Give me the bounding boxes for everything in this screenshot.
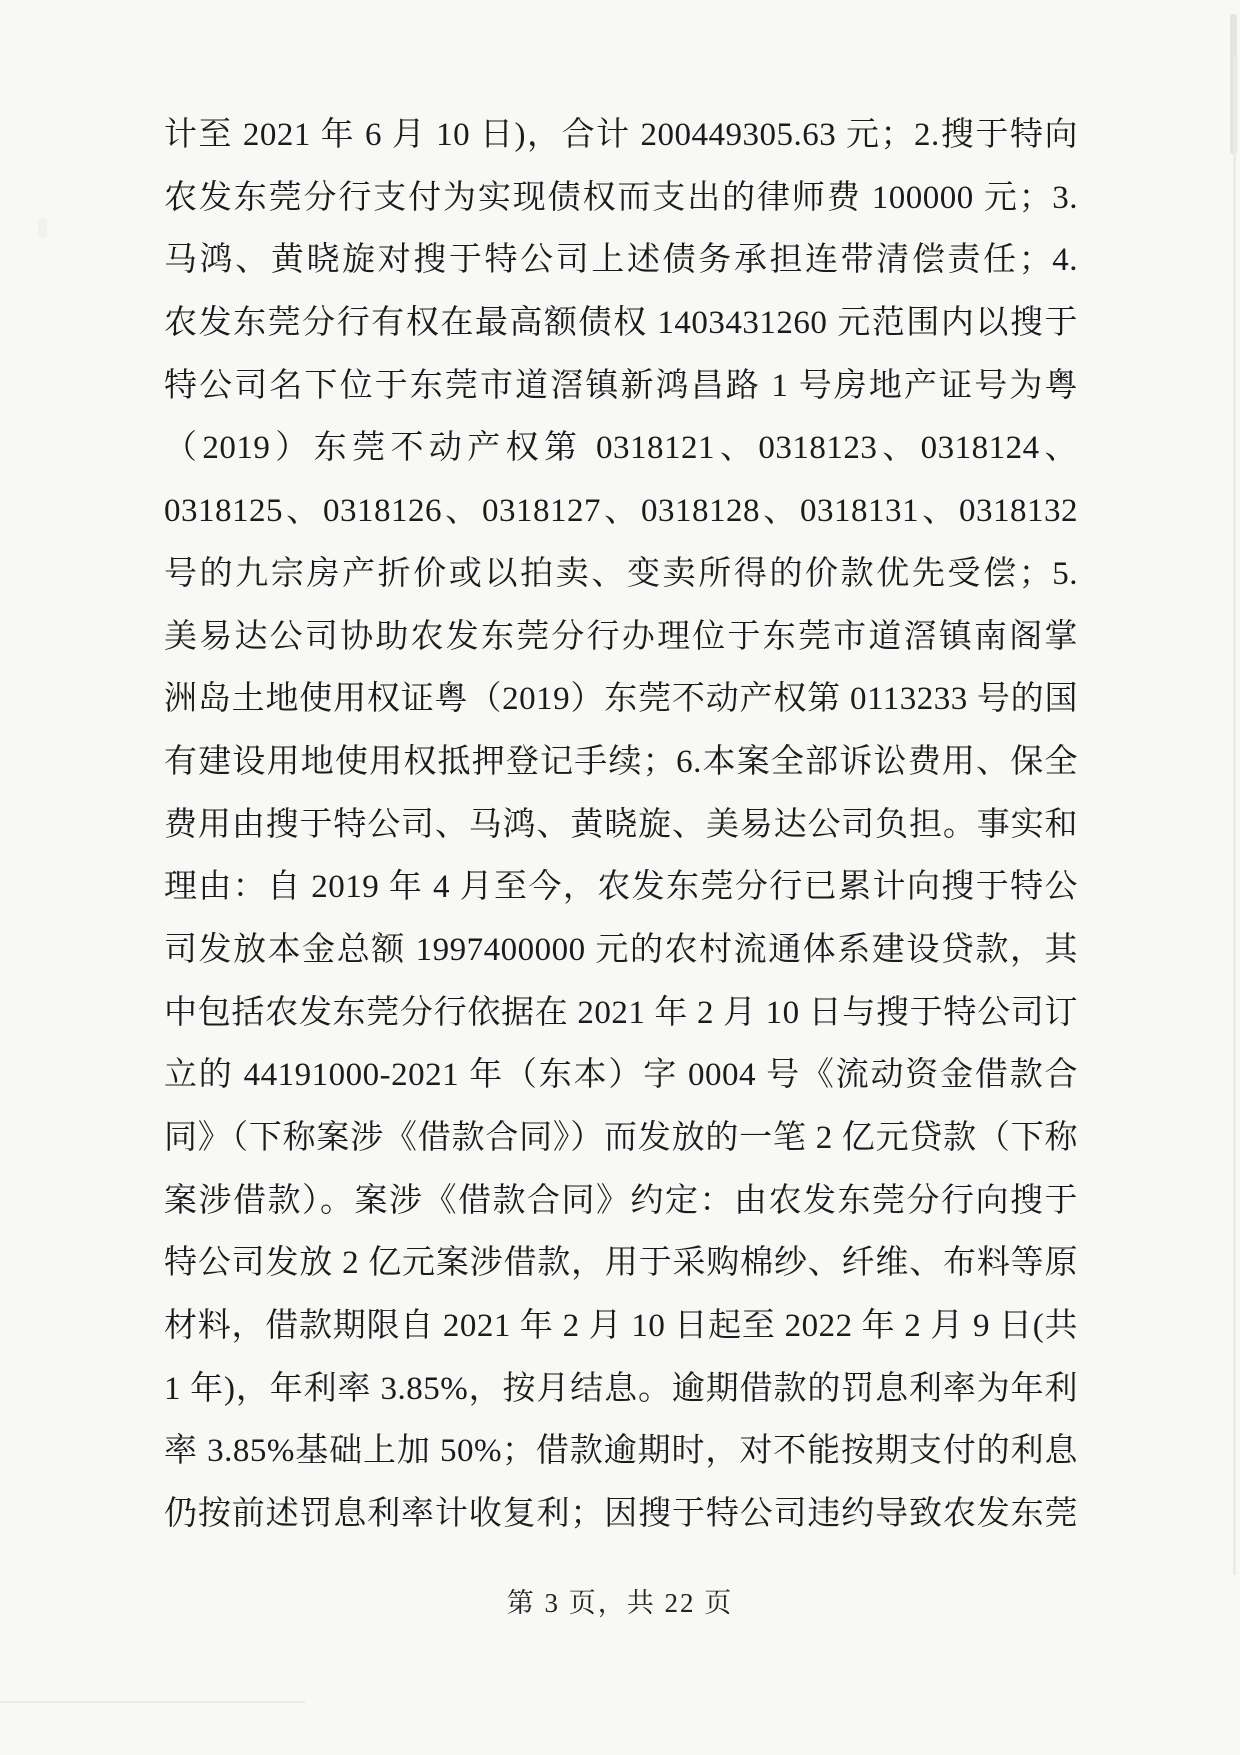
text-line: 美易达公司协助农发东莞分行办理位于东莞市道滘镇南阁掌: [164, 618, 1078, 655]
text-line: 马鸿、黄晓旋对搜于特公司上述债务承担连带清偿责任；4.: [164, 242, 1078, 279]
text-line: （2019）东莞不动产权第 0318121、0318123、0318124、: [164, 430, 1078, 467]
text-line: 率 3.85%基础上加 50%；借款逾期时，对不能按期支付的利息: [164, 1433, 1078, 1470]
text-line: 理由：自 2019 年 4 月至今，农发东莞分行已累计向搜于特公: [164, 869, 1078, 906]
text-line: 立的 44191000-2021 年（东本）字 0004 号《流动资金借款合: [164, 1057, 1078, 1094]
text-line: 号的九宗房产折价或以拍卖、变卖所得的价款优先受偿；5.: [164, 555, 1078, 592]
text-line: 司发放本金总额 1997400000 元的农村流通体系建设贷款，其: [164, 931, 1078, 968]
text-line: 案涉借款）。案涉《借款合同》约定：由农发东莞分行向搜于: [164, 1182, 1078, 1219]
scan-artifact-right-edge: [1233, 55, 1236, 1575]
text-line: 计至 2021 年 6 月 10 日)，合计 200449305.63 元；2.搜于特向: [164, 117, 1078, 153]
text-line: 农发东莞分行有权在最高额债权 1403431260 元范围内以搜于: [164, 305, 1078, 342]
page-number-footer: 第 3 页，共 22 页: [506, 1588, 734, 1618]
text-line: 仍按前述罚息利率计收复利；因搜于特公司违约导致农发东莞: [164, 1496, 1078, 1533]
text-line: 1 年)，年利率 3.85%，按月结息。逾期借款的罚息利率为年利: [164, 1370, 1078, 1407]
text-line: 费用由搜于特公司、马鸿、黄晓旋、美易达公司负担。事实和: [164, 806, 1078, 843]
text-line: 特公司发放 2 亿元案涉借款，用于采购棉纱、纤维、布料等原: [164, 1245, 1078, 1282]
text-line: 材料，借款期限自 2021 年 2 月 10 日起至 2022 年 2 月 9 日(共: [164, 1308, 1078, 1345]
text-line: 有建设用地使用权抵押登记手续；6.本案全部诉讼费用、保全: [164, 743, 1078, 780]
document-body-text: [164, 104, 1078, 1546]
text-line: 0318125、0318126、0318127、0318128、0318131、0318132: [164, 493, 1078, 530]
scan-artifact-left-smudge: [38, 218, 47, 238]
text-line: 中包括农发东莞分行依据在 2021 年 2 月 10 日与搜于特公司订: [164, 994, 1079, 1031]
text-line: 同》（下称案涉《借款合同》）而发放的一笔 2 亿元贷款（下称: [164, 1120, 1078, 1156]
text-line: 农发东莞分行支付为实现债权而支出的律师费 100000 元；3.: [164, 179, 1078, 216]
scan-artifact-bottom-line: [0, 1701, 305, 1703]
text-line: 特公司名下位于东莞市道滘镇新鸿昌路 1 号房地产证号为粤: [164, 367, 1078, 404]
text-line: 洲岛土地使用权证粤（2019）东莞不动产权第 0113233 号的国: [164, 681, 1078, 718]
scan-artifact-right-top: [1230, 14, 1237, 154]
